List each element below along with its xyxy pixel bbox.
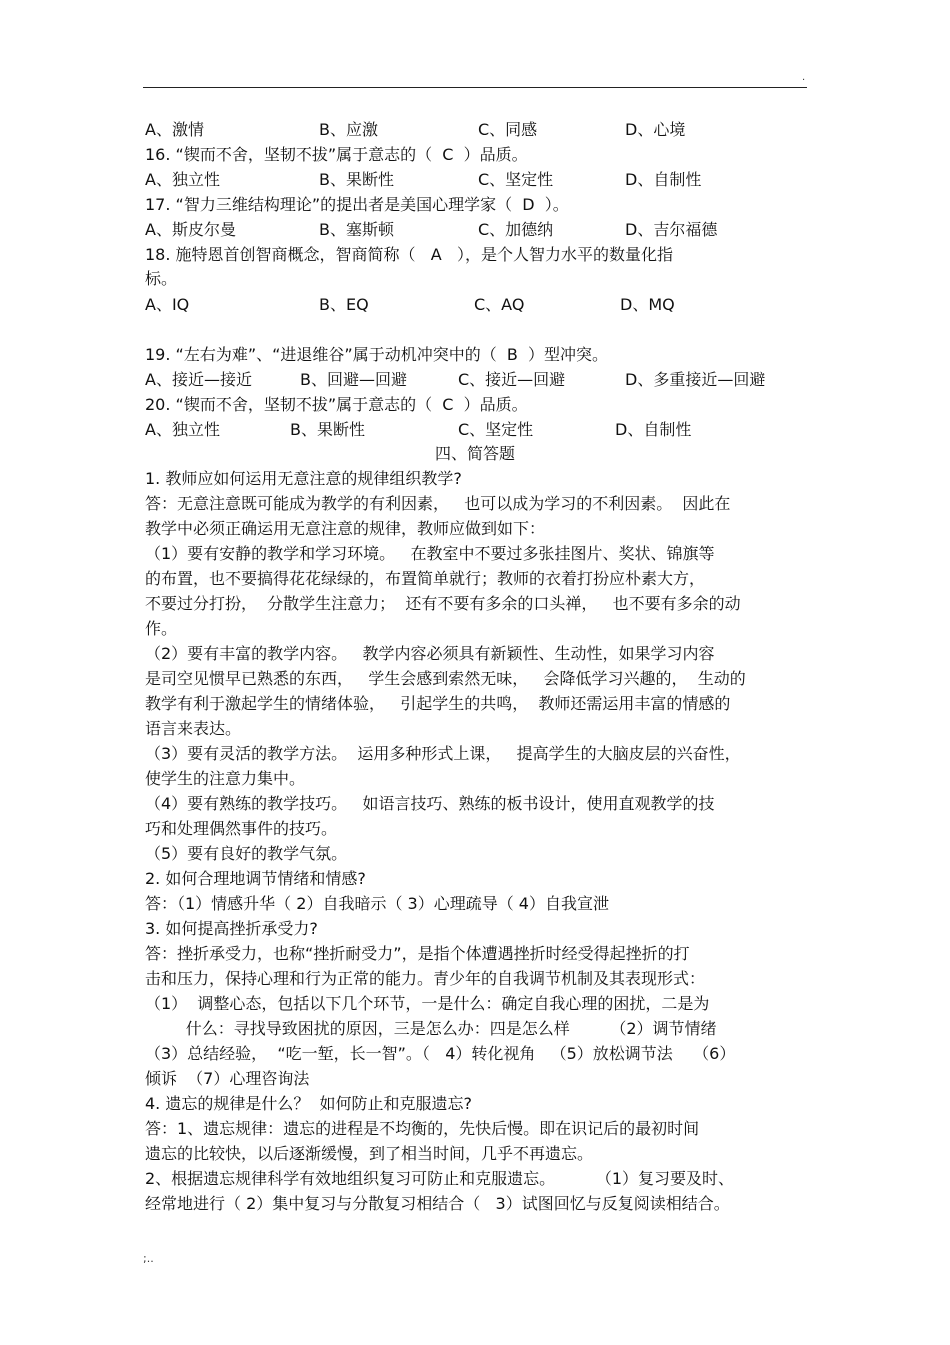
- option-a: A、独立性: [145, 170, 220, 189]
- option-d: D、吉尔福德: [625, 220, 718, 239]
- short-answer-2-answer: 答：（1）情感升华（ 2）自我暗示（ 3）心理疏导（ 4）自我宣泄: [145, 894, 609, 913]
- option-b: B、果断性: [290, 420, 365, 439]
- short-answer-3-line: 答：挫折承受力，也称“挫折耐受力”，是指个体遭遇挫折时经受得起挫折的打: [145, 944, 690, 963]
- option-c: C、同感: [478, 120, 538, 139]
- short-answer-4-line: 遗忘的比较快，以后逐渐缓慢，到了相当时间，几乎不再遗忘。: [145, 1144, 594, 1163]
- option-a: A、接近—接近: [145, 370, 252, 389]
- short-answer-1-line: 答：无意注意既可能成为教学的有利因素， 也可以成为学习的不利因素。 因此在: [145, 494, 731, 513]
- option-a: A、独立性: [145, 420, 220, 439]
- option-b: B、应激: [319, 120, 378, 139]
- option-b: B、回避—回避: [300, 370, 407, 389]
- option-c: C、AQ: [474, 295, 525, 314]
- short-answer-1-line: （5）要有良好的教学气氛。: [145, 844, 348, 863]
- question-20: 20. “锲而不舍，坚韧不拔”属于意志的（ C ）品质。: [145, 395, 528, 414]
- short-answer-1-line: 巧和处理偶然事件的技巧。: [145, 819, 338, 838]
- short-answer-3-line: 击和压力，保持心理和行为正常的能力。青少年的自我调节机制及其表现形式：: [145, 969, 706, 988]
- short-answer-3-line: （3）总结经验， “吃一堑，长一智”。（ 4）转化视角 （5）放松调节法 （6）: [145, 1044, 736, 1063]
- option-b: B、EQ: [319, 295, 369, 314]
- section-title: 四、简答题: [434, 444, 515, 463]
- option-b: B、塞斯顿: [319, 220, 394, 239]
- short-answer-2-question: 2. 如何合理地调节情绪和情感?: [145, 869, 366, 888]
- question-17: 17. “智力三维结构理论”的提出者是美国心理学家（ D ）。: [145, 195, 569, 214]
- short-answer-1-question: 1. 教师应如何运用无意注意的规律组织教学?: [145, 469, 462, 488]
- short-answer-1-line: 不要过分打扮， 分散学生注意力； 还有不要有多余的口头禅， 也不要有多余的动: [145, 594, 741, 613]
- option-b: B、果断性: [319, 170, 394, 189]
- short-answer-1-line: 教学中必须正确运用无意注意的规律，教师应做到如下：: [145, 519, 546, 538]
- question-16: 16. “锲而不舍，坚韧不拔”属于意志的（ C ）品质。: [145, 145, 528, 164]
- short-answer-1-line: 是司空见惯早已熟悉的东西， 学生会感到索然无味， 会降低学习兴趣的， 生动的: [145, 669, 746, 688]
- short-answer-3-question: 3. 如何提高挫折承受力?: [145, 919, 318, 938]
- short-answer-1-line: 的布置，也不要搞得花花绿绿的，布置简单就行；教师的衣着打扮应朴素大方，: [145, 569, 706, 588]
- short-answer-4-line: 2、根据遗忘规律科学有效地组织复习可防止和克服遗忘。 （1）复习要及时、: [145, 1169, 735, 1188]
- header-mark: .: [802, 72, 806, 83]
- option-d: D、心境: [625, 120, 686, 139]
- short-answer-3-line: 什么：寻找导致困扰的原因，三是怎么办：四是怎么样 （2）调节情绪: [145, 1019, 717, 1038]
- short-answer-1-line: （2）要有丰富的教学内容。 教学内容必须具有新颖性、生动性，如果学习内容: [145, 644, 715, 663]
- option-a: A、激情: [145, 120, 204, 139]
- option-d: D、自制性: [625, 170, 702, 189]
- question-18-line1: 18. 施特恩首创智商概念，智商简称（ A ），是个人智力水平的数量化指: [145, 245, 673, 264]
- short-answer-3-line: （1） 调整心态，包括以下几个环节，一是什么：确定自我心理的困扰，二是为: [145, 994, 710, 1013]
- option-a: A、IQ: [145, 295, 190, 314]
- header-rule: [143, 87, 807, 88]
- short-answer-1-line: 使学生的注意力集中。: [145, 769, 306, 788]
- question-18-line2: 标。: [145, 269, 178, 288]
- short-answer-1-line: 语言来表达。: [145, 719, 242, 738]
- short-answer-1-line: 教学有利于激起学生的情绪体验， 引起学生的共鸣， 教师还需运用丰富的情感的: [145, 694, 731, 713]
- option-c: C、坚定性: [478, 170, 554, 189]
- footer-mark: ;..: [143, 1252, 154, 1265]
- short-answer-1-line: （1）要有安静的教学和学习环境。 在教室中不要过多张挂图片、奖状、锦旗等: [145, 544, 715, 563]
- option-d: D、多重接近—回避: [625, 370, 766, 389]
- question-19: 19. “左右为难”、“进退维谷”属于动机冲突中的（ B ）型冲突。: [145, 345, 609, 364]
- short-answer-1-line: （4）要有熟练的教学技巧。 如语言技巧、熟练的板书设计，使用直观教学的技: [145, 794, 715, 813]
- short-answer-3-line: 倾诉 （7）心理咨询法: [145, 1069, 310, 1088]
- option-c: C、加德纳: [478, 220, 554, 239]
- short-answer-4-line: 经常地进行（ 2）集中复习与分散复习相结合（ 3）试图回忆与反复阅读相结合。: [145, 1194, 730, 1213]
- short-answer-4-question: 4. 遗忘的规律是什么？ 如何防止和克服遗忘?: [145, 1094, 473, 1113]
- option-c: C、接近—回避: [458, 370, 566, 389]
- option-d: D、MQ: [620, 295, 675, 314]
- option-a: A、斯皮尔曼: [145, 220, 236, 239]
- short-answer-4-line: 答：1、遗忘规律：遗忘的进程是不均衡的，先快后慢。即在识记后的最初时间: [145, 1119, 700, 1138]
- option-d: D、自制性: [615, 420, 692, 439]
- short-answer-1-line: （3）要有灵活的教学方法。 运用多种形式上课， 提高学生的大脑皮层的兴奋性，: [145, 744, 741, 763]
- option-c: C、坚定性: [458, 420, 534, 439]
- short-answer-1-line: 作。: [145, 619, 178, 638]
